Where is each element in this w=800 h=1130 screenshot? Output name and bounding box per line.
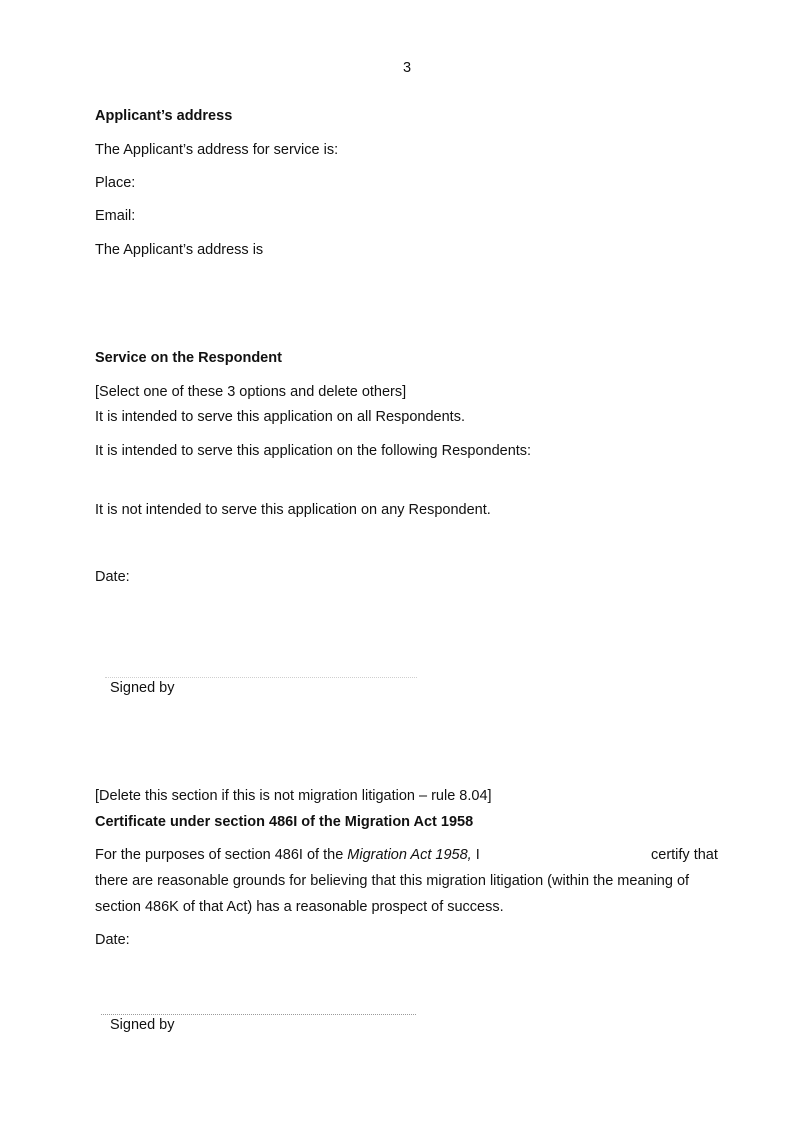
service-option-none: It is not intended to serve this application on any Respondent.: [95, 502, 491, 518]
email-label: Email:: [95, 208, 136, 224]
service-option-all: It is intended to serve this application on all Respondents.: [95, 409, 465, 425]
certificate-signed-by: Signed by: [110, 1017, 175, 1033]
certificate-body-prefix: For the purposes of section 486I of the: [95, 847, 348, 863]
signature-line: [101, 1014, 416, 1015]
place-label: Place:: [95, 175, 136, 191]
certificate-body-i: I: [471, 847, 480, 863]
certificate-heading: Certificate under section 486I of the Migration Act 1958: [95, 814, 474, 830]
service-date-label: Date:: [95, 569, 130, 585]
certificate-date-label: Date:: [95, 932, 130, 948]
service-option-following: It is intended to serve this application on the following Respondents:: [95, 443, 532, 459]
certificate-body-line-3: section 486K of that Act) has a reasonable prospect of success.: [95, 899, 504, 915]
applicant-address-text: The Applicant’s address is: [95, 242, 264, 258]
page-number: 3: [403, 60, 412, 76]
migration-act-title: Migration Act 1958,: [347, 847, 472, 863]
certificate-body-line-2: there are reasonable grounds for believing that this migration litigation (within the meaning of: [95, 873, 690, 889]
applicant-address-heading: Applicant’s address: [95, 108, 233, 124]
signature-line: [105, 677, 417, 678]
certificate-instruction: [Delete this section if this is not migration litigation – rule 8.04]: [95, 788, 492, 804]
certificate-body-line-1: [95, 846, 480, 864]
service-signed-by: Signed by: [110, 680, 175, 696]
service-heading: Service on the Respondent: [95, 350, 282, 366]
service-instruction: [Select one of these 3 options and delete others]: [95, 384, 407, 400]
certify-that-text: certify that: [651, 847, 718, 863]
address-for-service-text: The Applicant’s address for service is:: [95, 142, 339, 158]
